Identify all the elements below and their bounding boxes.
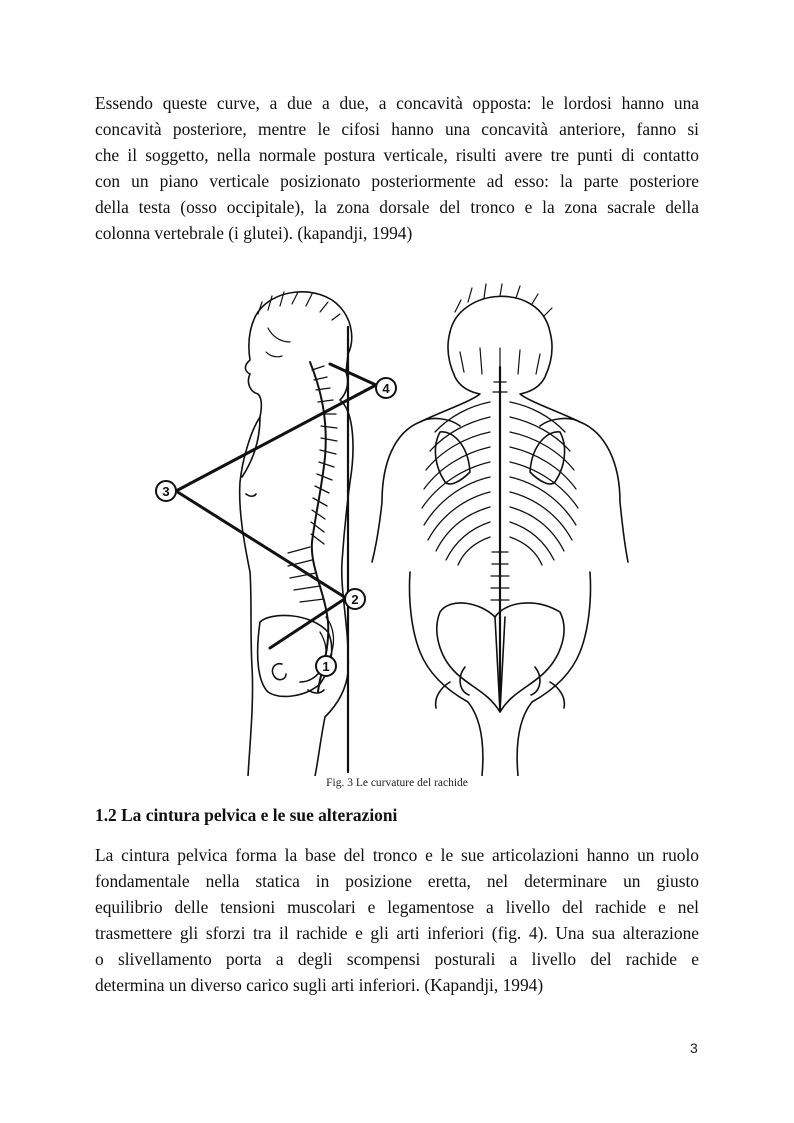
paragraph-line: trasmettere gli sforzi tra il rachide e gli arti inferiori (fig. 4). Una sua alterazione [95,922,699,943]
paragraph-line: con un piano verticale posizionato posteriormente ad esso: la parte posteriore [95,170,699,191]
marker-4 [376,378,396,398]
marker-3 [156,481,176,501]
side-pelvis [258,615,332,696]
spine-curvature-figure [150,272,650,776]
side-front-outline [240,317,262,776]
marker-1 [316,656,336,676]
paragraph-line: equilibrio delle tensioni muscolari e legamentose a livello del rachide e nel [95,896,699,917]
paragraph-line: colonna vertebrale (i glutei). (kapandji, 1994) [95,222,413,243]
svg-text:4: 4 [382,381,390,396]
svg-text:3: 3 [162,484,170,499]
paragraph-line: o slivellamento porta a degli scompensi posturali a livello del rachide e [95,948,699,969]
curvature-markers [156,378,396,676]
svg-text:2: 2 [351,592,359,607]
figure-caption: Fig. 3 Le curvature del rachide [326,777,468,789]
section-heading: 1.2 La cintura pelvica e le sue alterazioni [95,805,398,825]
marker-2 [345,589,365,609]
paragraph-line: che il soggetto, nella normale postura verticale, risulti avere tre punti di contatto [95,144,699,165]
paragraph-line: Essendo queste curve, a due a due, a concavità opposta: le lordosi hanno una [95,93,699,113]
paragraph-line: concavità posteriore, mentre le cifosi hanno una concavità anteriore, fanno si [95,118,699,139]
paragraph-line: determina un diverso carico sugli arti inferiori. (Kapandji, 1994) [95,974,544,995]
side-spine [288,362,337,692]
paragraph-line: fondamentale nella statica in posizione eretta, nel determinare un giusto [95,870,699,891]
side-body-outline [255,292,353,776]
intro-paragraph [95,91,699,246]
paragraph-line: della testa (osso occipitale), la zona dorsale del tronco e la zona sacrale della [95,196,699,217]
paragraph-line: La cintura pelvica forma la base del tronco e le sue articolazioni hanno un ruolo [95,845,699,865]
page-number: 3 [690,1040,698,1056]
pelvic-girdle-paragraph [95,843,699,998]
svg-text:1: 1 [322,659,330,674]
back-spine-ribs [422,367,578,702]
